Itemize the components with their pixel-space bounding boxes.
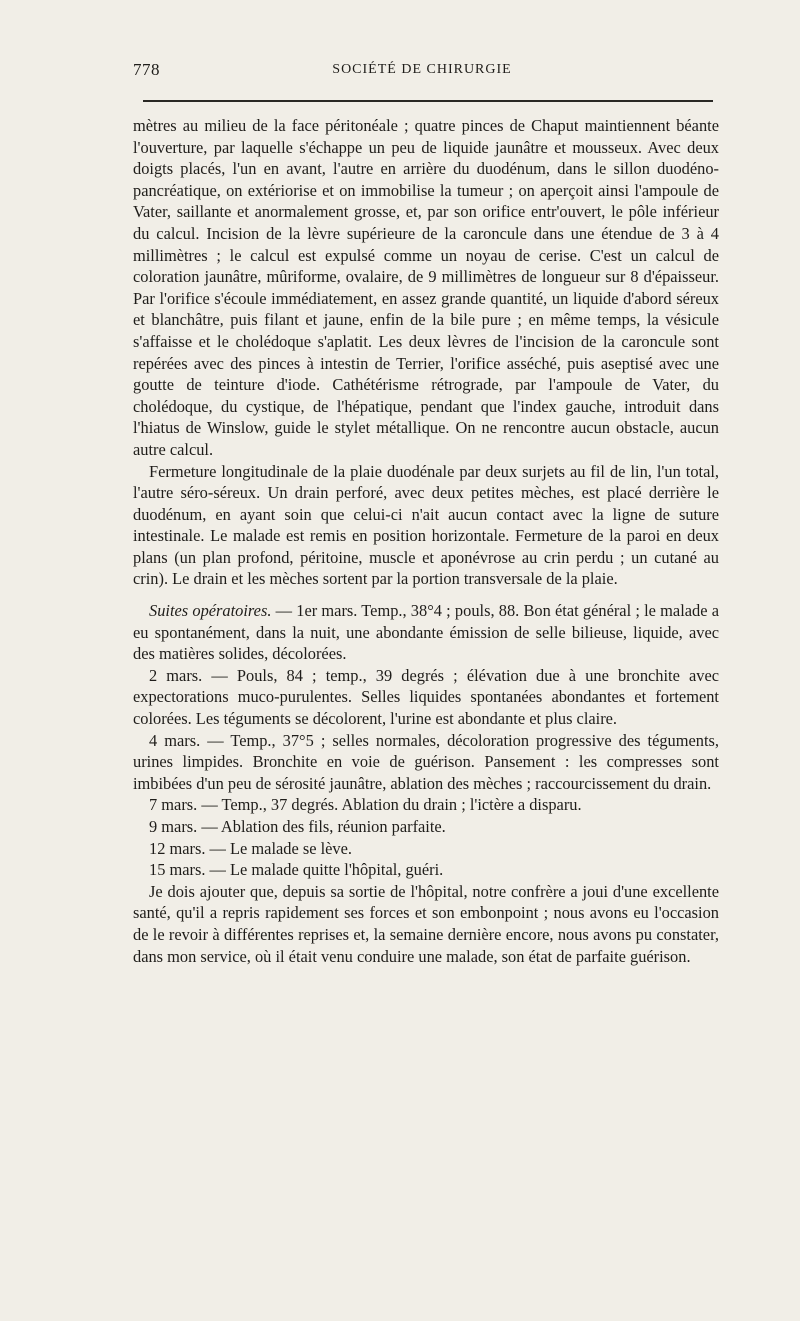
header-rule bbox=[143, 100, 713, 102]
paragraph-day-7: 7 mars. — Temp., 37 degrés. Ablation du drain ; l'ictère a disparu. bbox=[149, 795, 582, 815]
paragraph-continuation: mètres au milieu de la face péritonéale ; quatre pinces de Chaput maintiennent béante l'ouverture, par laquelle s'échappe un peu de liquide jaunâtre et mousseux. Avec deux doigts placés, l'un en avant, l'autre en arrière du duodénum, dans le sillon duodéno-pancréatique, on extériorise et on immobilise la tumeur ; on aperçoit ainsi l'ampoule de Vater, saillante et anormalement grosse, et, par son orifice entr'ouvert, le pôle inférieur du calcul. Incision de la lèvre supérieure de la caroncule dans une étendue de 3 à 4 millimètres ; le calcul est expulsé comme un noyau de cerise. C'est un calcul de coloration jaunâtre, mûriforme, ovalaire, de 9 millimètres de longueur sur 8 d'épaisseur. Par l'orifice s'écoule immédiatement, en assez grande quantité, un liquide d'abord séreux et blanchâtre, puis filant et jaune, enfin de la bile pure ; en même temps, la vésicule s'affaisse et le cholédoque s'aplatit. Les deux lèvres de l'incision de la caroncule sont repérées avec des pinces à intestin de Terrier, l'orifice asséché, puis aseptisé avec une goutte de teinture d'iode. Cathétérisme rétrograde, par l'ampoule de Vater, du cholédoque, du cystique, de l'hépatique, pendant que l'index gauche, introduit dans l'hiatus de Winslow, guide le stylet métallique. On ne rencontre aucun obstacle, aucun autre calcul. bbox=[133, 116, 719, 459]
page-number: 778 bbox=[133, 60, 160, 79]
paragraph-day-4: 4 mars. — Temp., 37°5 ; selles normales, décoloration progressive des téguments, urines limpides. Bronchite en voie de guérison. Pansement : les compresses sont imbibées d'un peu de sérosité jaunâtre, ablation des mèches ; raccourcissement du drain. bbox=[133, 730, 719, 793]
paragraph-lead: Suites opératoires. bbox=[149, 601, 272, 621]
body-text bbox=[133, 115, 719, 967]
paragraph-suites: Suites opératoires. — 1er mars. Temp., 38°4 ; pouls, 88. Bon état général ; le malade a eu spontanément, dans la nuit, une abondante émission de selle bilieuse, liquide, avec des matières solides, décolorées. bbox=[133, 601, 719, 664]
paragraph-day-2: 2 mars. — Pouls, 84 ; temp., 39 degrés ; élévation due à une bronchite avec expectorations muco-purulentes. Selles liquides spontanées abondantes et fortement colorées. Les téguments se décolorent, l'urine est abondante et plus claire. bbox=[133, 665, 719, 729]
paragraph-day-15: 15 mars. — Le malade quitte l'hôpital, guéri. bbox=[149, 860, 444, 880]
page-header bbox=[133, 58, 711, 88]
running-title: SOCIÉTÉ DE CHIRURGIE bbox=[332, 62, 512, 77]
paragraph-closure: Fermeture longitudinale de la plaie duodénale par deux surjets au fil de lin, l'un total, l'autre séro-séreux. Un drain perforé, avec deux petites mèches, est placé derrière le duodénum, en ayant soin que celui-ci n'ait aucun contact avec la ligne de suture intestinale. Le malade est remis en position horizontale. Fermeture de la paroi en deux plans (un plan profond, péritoine, muscle et aponévrose au crin perdu ; un cutané au crin). Le drain et les mèches sortent par la portion transversale de la plaie. bbox=[133, 461, 719, 589]
paragraph-conclusion: Je dois ajouter que, depuis sa sortie de l'hôpital, notre confrère a joui d'une excellente santé, qu'il a repris rapidement ses forces et son embonpoint ; nous avons eu l'occasion de le revoir à différentes reprises et, la semaine dernière encore, nous avons pu constater, dans mon service, où il était venu conduire une malade, son état de parfaite guérison. bbox=[133, 881, 719, 966]
paragraph-day-12: 12 mars. — Le malade se lève. bbox=[149, 838, 352, 858]
paragraph-day-9: 9 mars. — Ablation des fils, réunion parfaite. bbox=[149, 817, 446, 836]
